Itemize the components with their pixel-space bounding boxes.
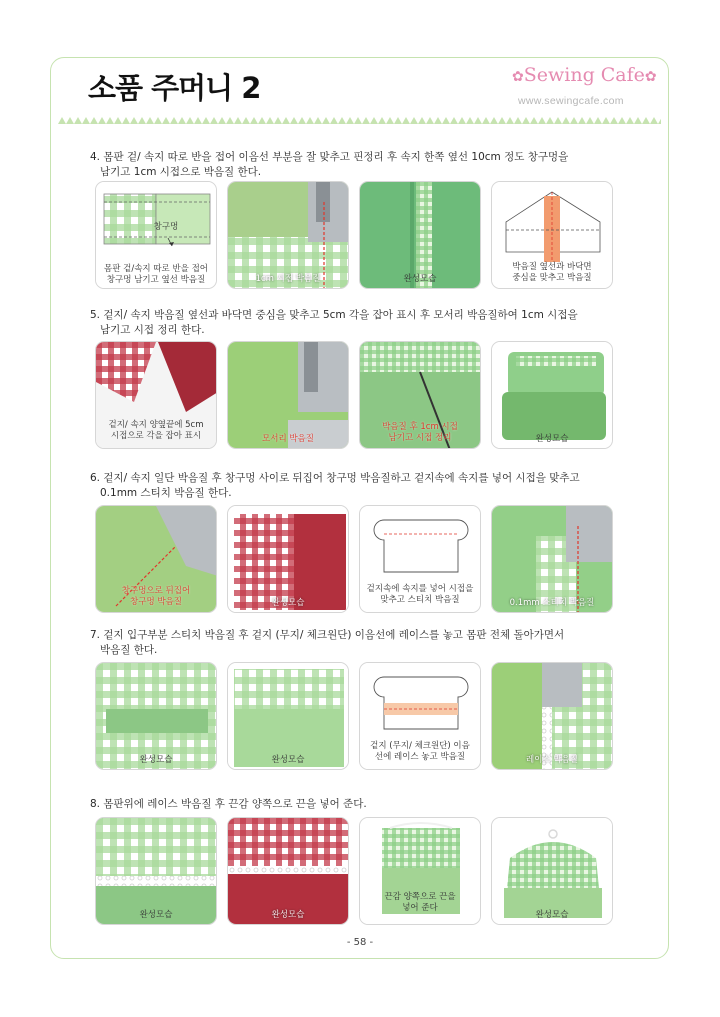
step-6-text — [90, 471, 630, 501]
step-7-photo-lace-sew — [491, 662, 613, 770]
step-4-line1: 4. 몸판 겉/ 속지 따로 반을 접어 이음선 부분을 잘 맞추고 핀정리 후 속지 한쪽 옆선 10cm 정도 창구멍을 — [90, 151, 569, 163]
logo-url: www.sewingcafe.com — [518, 95, 624, 107]
step-5-images — [95, 341, 617, 449]
step-7-caption-3: 겉지 (무지/ 체크원단) 이음 선에 레이스 놓고 박음질 — [370, 741, 470, 762]
step-4-caption-3: 완성모습 — [403, 274, 437, 284]
step-6-images — [95, 505, 617, 613]
step-5-caption-2: 모서리 박음질 — [262, 434, 314, 444]
window-opening-label: 창구멍 — [153, 222, 179, 232]
step-6-diagram-insert — [359, 505, 481, 613]
step-5-caption-3: 박음질 후 1cm 시접 남기고 시접 정리 — [382, 422, 458, 443]
step-7-text — [90, 628, 630, 658]
step-8-caption-4: 완성모습 — [535, 910, 569, 920]
step-5-photo-trim — [359, 341, 481, 449]
sewing-cafe-logo — [512, 64, 657, 114]
step-5-line1: 5. 겉지/ 속지 박음질 옆선과 바닥면 중심을 맞추고 5cm 각을 잡아 표시 후 모서리 박음질하여 1cm 시접을 — [90, 309, 578, 321]
step-8-photo-result-2 — [227, 817, 349, 925]
step-5-caption-4: 완성모습 — [535, 434, 569, 444]
step-8-photo-strings — [359, 817, 481, 925]
step-6-caption-4: 0.1mm 스티치 박음질 — [509, 598, 595, 608]
step-4-photo-seam — [227, 181, 349, 289]
step-4-caption-2: 1cm 시접 박음질 — [255, 274, 321, 284]
step-4-diagram-fold — [95, 181, 217, 289]
step-8-caption-3: 끈감 양쪽으로 끈을 넣어 준다 — [384, 892, 456, 913]
step-8-text — [90, 797, 630, 812]
step-4-caption-1: 몸판 겉/속지 따로 반을 접어 창구멍 남기고 옆선 박음질 — [104, 264, 208, 285]
step-6-caption-3: 겉지속에 속지를 넣어 시접을 맞추고 스티치 박음질 — [366, 584, 474, 605]
step-8-images — [95, 817, 617, 925]
step-7-images — [95, 662, 617, 770]
step-6-line1: 6. 겉지/ 속지 일단 박음질 후 창구멍 사이로 뒤집어 창구멍 박음질하고 겉지속에 속지를 넣어 시접을 맞추고 — [90, 472, 580, 484]
step-7-diagram-lace — [359, 662, 481, 770]
step-6-line2: 0.1mm 스티치 박음질 한다. — [100, 487, 232, 499]
zigzag-divider — [58, 114, 661, 124]
logo-text: Sewing Cafe — [523, 64, 645, 86]
step-5-photo-mark — [95, 341, 217, 449]
page-number: - 58 - — [346, 937, 374, 948]
step-4-images — [95, 181, 617, 289]
step-5-line2: 남기고 시접 정리 한다. — [100, 324, 205, 336]
step-7-line2: 박음질 한다. — [100, 644, 158, 656]
step-8-caption-2: 완성모습 — [271, 910, 305, 920]
step-7-photo-result-2 — [227, 662, 349, 770]
step-4-photo-result — [359, 181, 481, 289]
step-6-photo-turn — [95, 505, 217, 613]
logo-name — [512, 64, 657, 86]
step-5-photo-result — [491, 341, 613, 449]
step-8-caption-1: 완성모습 — [139, 910, 173, 920]
step-4-diagram-corner — [491, 181, 613, 289]
step-8-photo-final — [491, 817, 613, 925]
flower-icon: ✿ — [512, 69, 524, 85]
step-7-photo-result-1 — [95, 662, 217, 770]
step-4-line2: 남기고 1cm 시접으로 박음질 한다. — [100, 166, 262, 178]
page-title: 소품 주머니 2 — [88, 71, 261, 105]
step-6-photo-stitch — [491, 505, 613, 613]
step-7-line1: 7. 겉지 입구부분 스티치 박음질 후 겉지 (무지/ 체크원단) 이음선에 레이스를 놓고 몸판 전체 돌아가면서 — [90, 629, 565, 641]
step-8-line1: 8. 몸판위에 레이스 박음질 후 끈감 양쪽으로 끈을 넣어 준다. — [90, 798, 367, 810]
step-6-caption-1: 창구멍으로 뒤집어 창구멍 박음질 — [121, 586, 191, 607]
step-5-photo-corner-sew — [227, 341, 349, 449]
step-4-caption-4: 박음질 옆선과 바닥면 중심을 맞추고 박음질 — [512, 262, 592, 283]
step-7-caption-2: 완성모습 — [271, 755, 305, 765]
step-7-caption-1: 완성모습 — [139, 755, 173, 765]
step-5-text — [90, 308, 630, 338]
step-7-caption-4: 레이스 박음질 — [526, 755, 578, 765]
step-5-caption-1: 겉지/ 속지 양옆끝에 5cm 시접으로 각을 잡아 표시 — [108, 420, 204, 441]
step-4-text — [90, 150, 630, 180]
step-6-caption-2: 완성모습 — [271, 598, 305, 608]
flower-icon: ✿ — [644, 69, 657, 85]
step-8-photo-result-1 — [95, 817, 217, 925]
step-6-photo-result — [227, 505, 349, 613]
